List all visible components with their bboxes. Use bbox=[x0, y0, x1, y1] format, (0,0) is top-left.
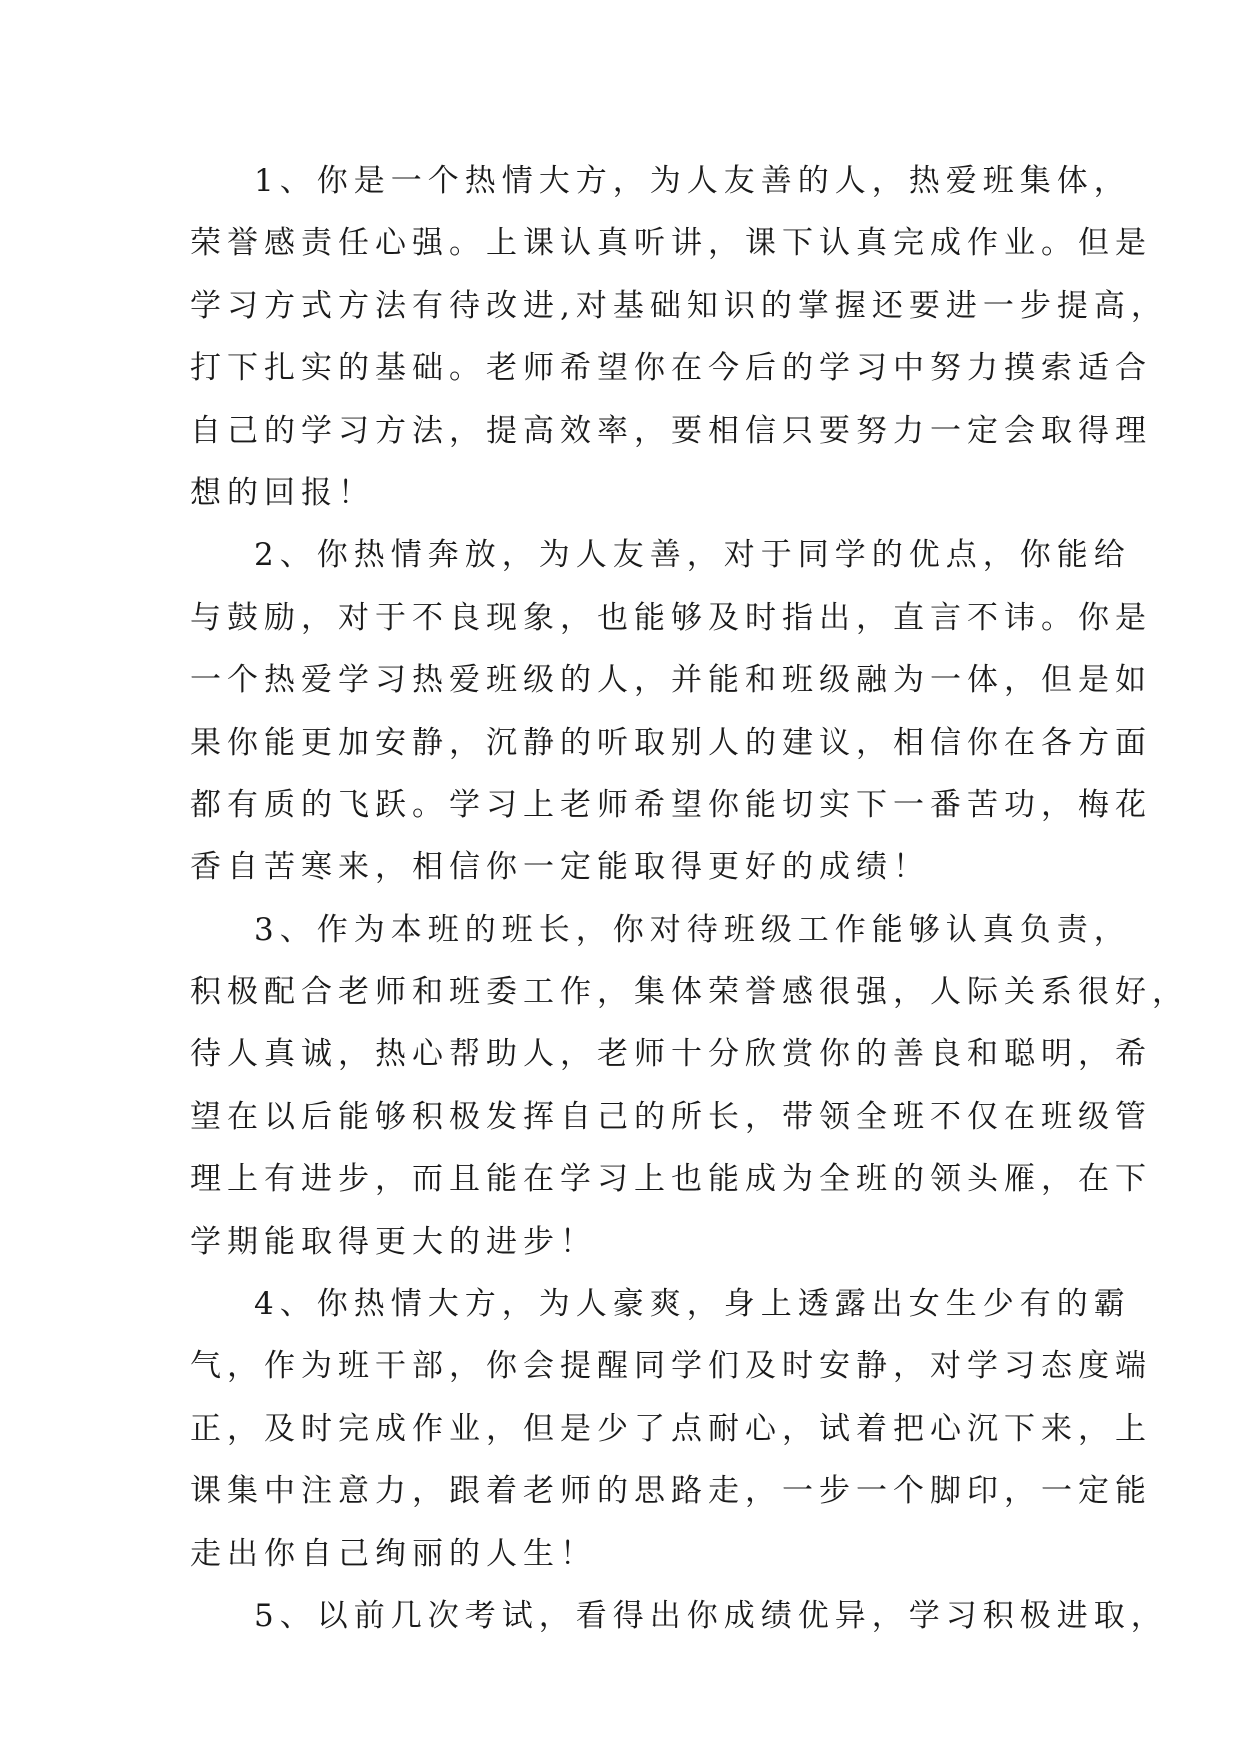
text-line: 理上有进步，而且能在学习上也能成为全班的领头雁，在下 bbox=[190, 1161, 1152, 1198]
text-line: 荣誉感责任心强。上课认真听讲，课下认真完成作业。但是 bbox=[190, 225, 1152, 262]
text-line: 果你能更加安静，沉静的听取别人的建议，相信你在各方面 bbox=[190, 724, 1152, 761]
text-line: 走出你自己绚丽的人生！ bbox=[190, 1535, 597, 1572]
text-line: 气，作为班干部，你会提醒同学们及时安静，对学习态度端 bbox=[190, 1348, 1152, 1385]
text-line: 学期能取得更大的进步！ bbox=[190, 1223, 597, 1260]
text-line: 打下扎实的基础。老师希望你在今后的学习中努力摸索适合 bbox=[190, 350, 1152, 387]
text-line: 正，及时完成作业，但是少了点耐心，试着把心沉下来，上 bbox=[190, 1410, 1152, 1447]
paragraph-1 bbox=[190, 150, 1168, 524]
text-line: 3、作为本班的班长，你对待班级工作能够认真负责， bbox=[254, 911, 1131, 948]
text-line: 2、你热情奔放，为人友善，对于同学的优点，你能给 bbox=[254, 537, 1131, 574]
text-line: 望在以后能够积极发挥自己的所长，带领全班不仅在班级管 bbox=[190, 1098, 1152, 1135]
text-line: 待人真诚，热心帮助人，老师十分欣赏你的善良和聪明，希 bbox=[190, 1036, 1152, 1073]
document-body bbox=[190, 150, 1189, 1647]
text-line: 积极配合老师和班委工作，集体荣誉感很强，人际关系很好， bbox=[190, 974, 1189, 1011]
paragraph-3 bbox=[190, 899, 1189, 1273]
text-line: 5、以前几次考试，看得出你成绩优异，学习积极进取， bbox=[254, 1597, 1168, 1634]
paragraph-5 bbox=[190, 1585, 1168, 1647]
text-line: 课集中注意力，跟着老师的思路走，一步一个脚印，一定能 bbox=[190, 1473, 1152, 1510]
text-line: 学习方式方法有待改进,对基础知识的掌握还要进一步提高， bbox=[190, 287, 1168, 324]
text-line: 4、你热情大方，为人豪爽，身上透露出女生少有的霸 bbox=[254, 1286, 1131, 1323]
text-line: 自己的学习方法，提高效率，要相信只要努力一定会取得理 bbox=[190, 412, 1152, 449]
paragraph-4 bbox=[190, 1273, 1152, 1585]
text-line: 1、你是一个热情大方，为人友善的人，热爱班集体， bbox=[254, 163, 1131, 199]
paragraph-2 bbox=[190, 524, 1152, 898]
text-line: 都有质的飞跃。学习上老师希望你能切实下一番苦功，梅花 bbox=[190, 786, 1152, 823]
text-line: 想的回报！ bbox=[190, 474, 375, 511]
text-line: 一个热爱学习热爱班级的人，并能和班级融为一体，但是如 bbox=[190, 662, 1152, 699]
text-line: 香自苦寒来，相信你一定能取得更好的成绩！ bbox=[190, 849, 930, 886]
text-line: 与鼓励，对于不良现象，也能够及时指出，直言不讳。你是 bbox=[190, 599, 1152, 636]
